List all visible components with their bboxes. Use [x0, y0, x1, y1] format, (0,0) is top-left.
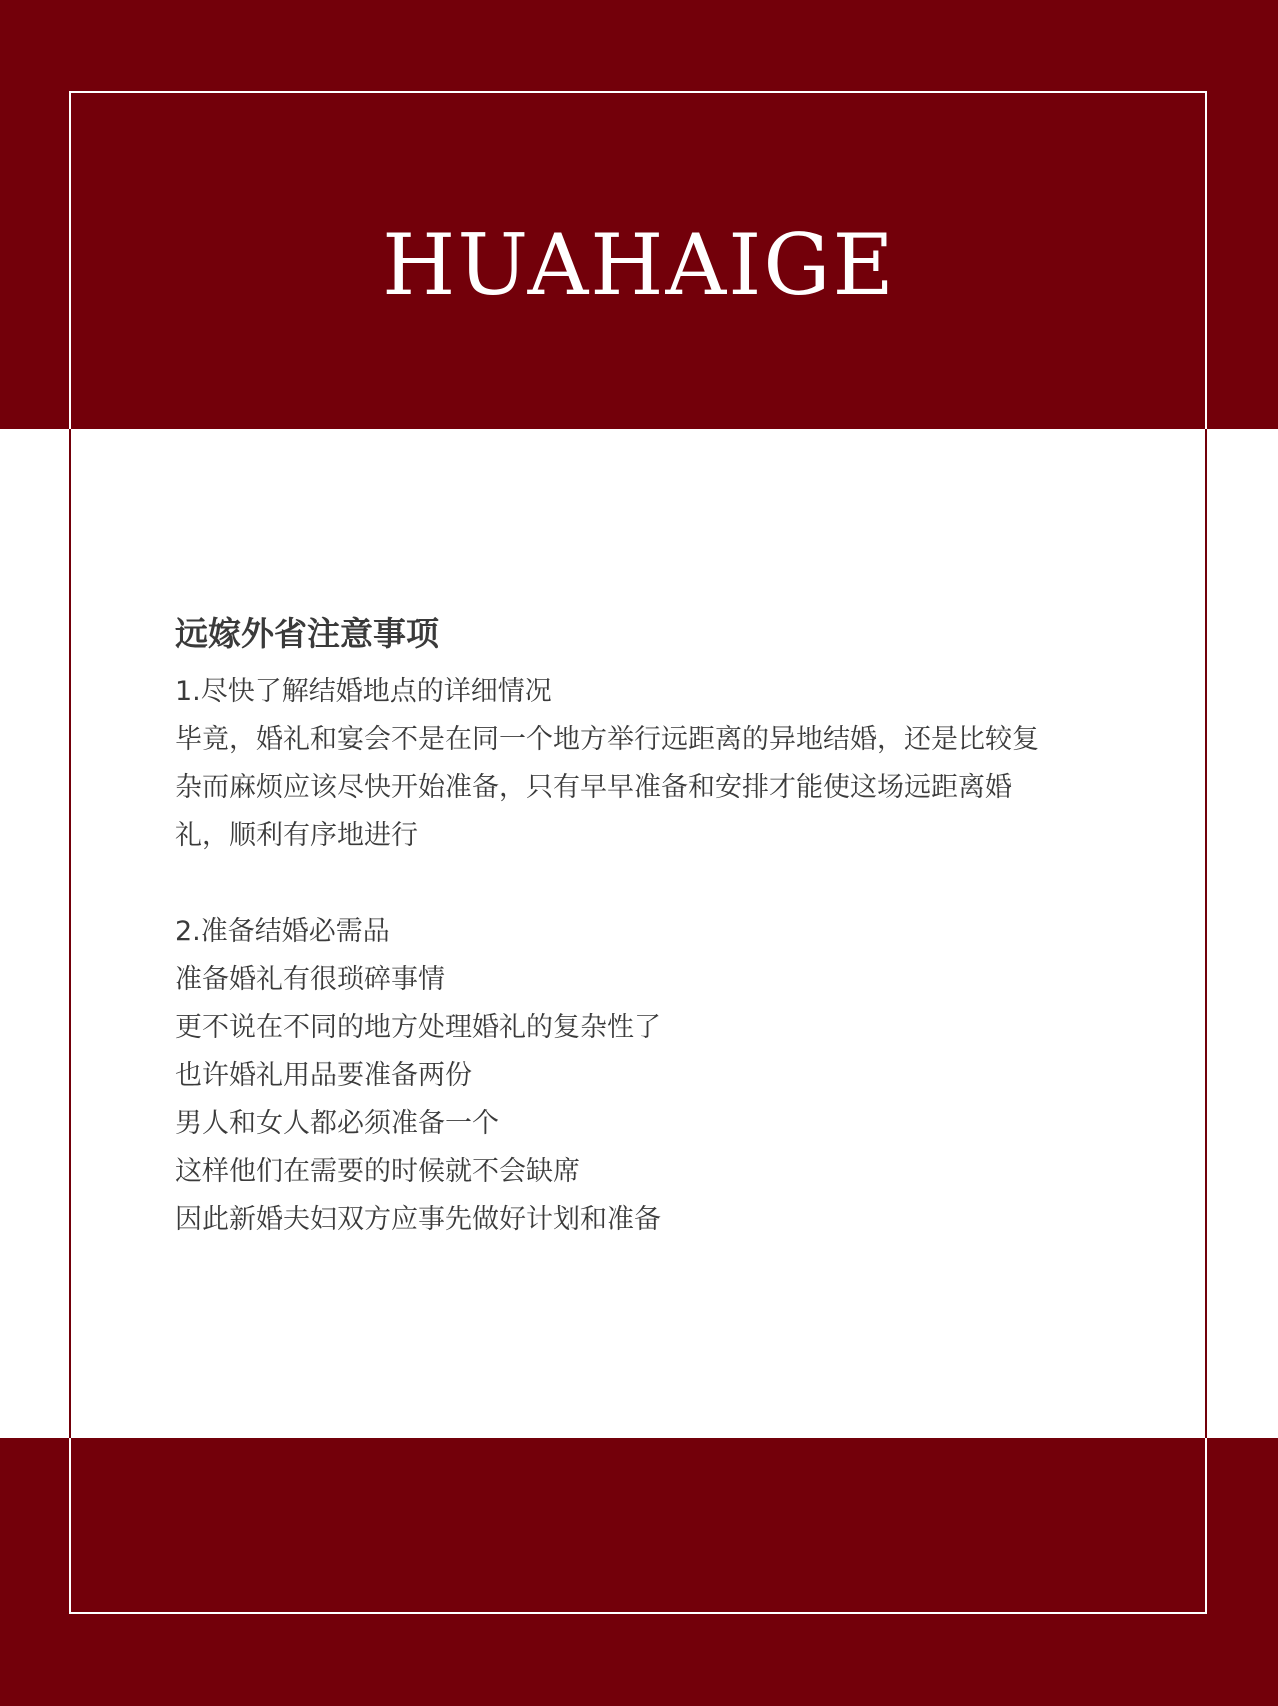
section2-line: 也许婚礼用品要准备两份	[175, 1060, 472, 1091]
section-spacer	[175, 860, 1115, 908]
section2-line: 准备婚礼有很琐碎事情	[175, 964, 445, 995]
article-body	[175, 610, 1115, 1244]
section2-line: 这样他们在需要的时候就不会缺席	[175, 1156, 580, 1187]
section2-line: 因此新婚夫妇双方应事先做好计划和准备	[175, 1204, 661, 1235]
article-title: 远嫁外省注意事项	[175, 614, 439, 653]
section1-line: 礼，顺利有序地进行	[175, 820, 418, 851]
section1-line: 杂而麻烦应该尽快开始准备，只有早早准备和安排才能使这场远距离婚	[175, 772, 1012, 803]
section2-heading: 2.准备结婚必需品	[175, 916, 390, 947]
section1-heading: 1.尽快了解结婚地点的详细情况	[175, 676, 552, 707]
brand-logo: HUAHAIGE	[382, 216, 896, 314]
section2-line: 男人和女人都必须准备一个	[175, 1108, 499, 1139]
section2-line: 更不说在不同的地方处理婚礼的复杂性了	[175, 1012, 661, 1043]
section1-line: 毕竟，婚礼和宴会不是在同一个地方举行远距离的异地结婚，还是比较复	[175, 724, 1039, 755]
